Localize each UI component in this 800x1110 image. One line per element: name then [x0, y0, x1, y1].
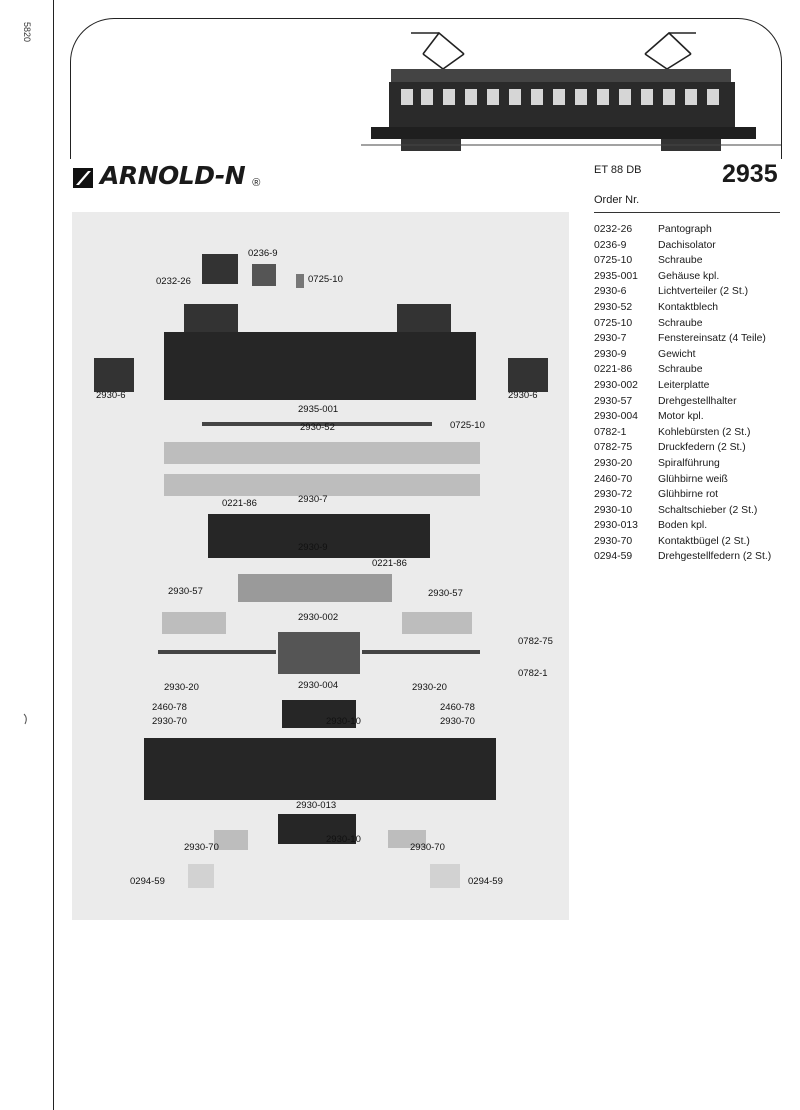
part-callout: 2460-78 — [440, 702, 475, 713]
spiral-guide-part — [158, 650, 276, 654]
registered-mark: ® — [252, 177, 261, 189]
parts-list — [594, 222, 784, 565]
part-row — [594, 394, 784, 410]
part-name: Spiralführung — [658, 457, 720, 469]
part-row — [594, 409, 784, 425]
part-callout: 0221-86 — [372, 558, 407, 569]
part-callout: 2930-002 — [298, 612, 339, 623]
pantograph-part — [202, 254, 238, 284]
part-callout: 0294-59 — [468, 876, 503, 887]
part-row — [594, 222, 784, 238]
roof-insulator-part — [252, 264, 276, 286]
part-name: Pantograph — [658, 224, 712, 235]
circuit-board-part — [238, 574, 392, 602]
part-number: 2930-70 — [594, 535, 633, 547]
part-name: Leiterplatte — [658, 379, 710, 391]
part-number: 2930-013 — [594, 520, 638, 532]
part-number: 0236-9 — [594, 239, 627, 251]
loco-name: ET 88 DB — [594, 164, 642, 176]
part-row — [594, 269, 784, 285]
floor-part — [144, 738, 496, 800]
part-callout: 0294-59 — [130, 876, 165, 887]
item-number: 2935 — [722, 160, 778, 188]
margin-rule — [53, 0, 54, 1110]
part-name: Gehäuse kpl. — [658, 270, 720, 282]
body-shell-part — [164, 332, 476, 400]
part-callout: 2930-57 — [168, 586, 203, 597]
part-callout: 2460-78 — [152, 702, 187, 713]
bogie-holder-part — [162, 612, 226, 634]
light-distributor-part — [508, 358, 548, 392]
order-rule — [594, 212, 780, 213]
brand-name: ARNOLD-N — [100, 161, 246, 190]
part-row — [594, 518, 784, 534]
part-callout: 2930-004 — [298, 680, 339, 691]
part-number: 2930-6 — [594, 286, 627, 298]
part-name: Glühbirne weiß — [658, 473, 728, 485]
part-row — [594, 284, 784, 300]
part-name: Boden kpl. — [658, 520, 708, 532]
part-row — [594, 378, 784, 394]
part-callout: 2930-20 — [412, 682, 447, 693]
part-number: 2930-004 — [594, 411, 638, 423]
part-row — [594, 362, 784, 378]
part-row — [594, 456, 784, 472]
part-number: 2930-9 — [594, 348, 627, 360]
part-name: Kontaktblech — [658, 301, 719, 313]
part-row — [594, 347, 784, 363]
part-number: 2460-70 — [594, 473, 633, 485]
part-number: 0725-10 — [594, 255, 633, 267]
part-callout: 2930-10 — [326, 834, 361, 845]
part-callout: 0725-10 — [450, 420, 485, 431]
part-callout: 2930-57 — [428, 588, 463, 599]
part-row — [594, 300, 784, 316]
spiral-guide-part — [362, 650, 480, 654]
part-name: Fenstereinsatz (4 Teile) — [658, 333, 766, 345]
part-row — [594, 472, 784, 488]
part-number: 2930-57 — [594, 395, 633, 407]
part-name: Schraube — [658, 255, 703, 267]
motor-part — [278, 632, 360, 674]
part-name: Druckfedern (2 St.) — [658, 442, 746, 454]
part-callout: 0221-86 — [222, 498, 257, 509]
part-callout: 2930-70 — [184, 842, 219, 853]
part-number: 2930-72 — [594, 489, 633, 501]
part-number: 2930-20 — [594, 457, 633, 469]
part-row — [594, 331, 784, 347]
part-callout: 0782-1 — [518, 668, 548, 679]
part-number: 0782-75 — [594, 442, 633, 454]
part-callout: 2935-001 — [298, 404, 339, 415]
part-row — [594, 503, 784, 519]
part-number: 2930-002 — [594, 379, 638, 391]
part-row — [594, 238, 784, 254]
light-distributor-part — [94, 358, 134, 392]
part-number: 0725-10 — [594, 317, 633, 329]
part-callout: 2930-52 — [300, 422, 335, 433]
part-name: Motor kpl. — [658, 411, 704, 423]
part-name: Schaltschieber (2 St.) — [658, 504, 758, 516]
part-row — [594, 253, 784, 269]
exploded-view-drawing — [72, 212, 569, 920]
part-name: Drehgestellhalter — [658, 395, 737, 407]
scan-speck-icon — [22, 712, 32, 726]
part-row — [594, 316, 784, 332]
contact-bracket-part — [214, 830, 248, 850]
part-callout: 2930-70 — [410, 842, 445, 853]
part-callout: 2930-70 — [440, 716, 475, 727]
part-callout: 2930-20 — [164, 682, 199, 693]
part-callout: 2930-9 — [298, 542, 328, 553]
part-callout: 2930-6 — [96, 390, 126, 401]
window-insert-part — [164, 474, 480, 496]
bogie-spring-part — [188, 864, 214, 888]
part-callout: 2930-7 — [298, 494, 328, 505]
part-callout: 2930-70 — [152, 716, 187, 727]
part-name: Schraube — [658, 317, 703, 329]
part-name: Glühbirne rot — [658, 489, 719, 501]
part-callout: 0725-10 — [308, 274, 343, 285]
part-callout: 0236-9 — [248, 248, 278, 259]
part-callout: 2930-013 — [296, 800, 337, 811]
part-number: 2930-10 — [594, 504, 633, 516]
part-name: Gewicht — [658, 348, 696, 360]
part-row — [594, 487, 784, 503]
header-frame — [70, 18, 782, 159]
part-name: Lichtverteiler (2 St.) — [658, 286, 749, 298]
part-callout: 0232-26 — [156, 276, 191, 287]
part-name: Kontaktbügel (2 St.) — [658, 535, 750, 547]
part-number: 0221-86 — [594, 364, 633, 376]
part-number: 2930-52 — [594, 301, 633, 313]
part-callout: 2930-10 — [326, 716, 361, 727]
part-name: Schraube — [658, 364, 703, 376]
part-name: Dachisolator — [658, 239, 716, 251]
part-name: Drehgestellfedern (2 St.) — [658, 551, 772, 563]
bogie-holder-part — [402, 612, 472, 634]
part-row — [594, 549, 784, 565]
part-name: Kohlebürsten (2 St.) — [658, 426, 751, 438]
order-label: Order Nr. — [594, 194, 640, 206]
arnold-logo-icon — [72, 167, 94, 189]
part-callout: 2930-6 — [508, 390, 538, 401]
part-row — [594, 534, 784, 550]
bogie-spring-part — [430, 864, 460, 888]
part-number: 2930-7 — [594, 333, 627, 345]
locomotive-illustration — [71, 19, 781, 159]
part-number: 0232-26 — [594, 224, 633, 235]
side-code: 5820 — [22, 22, 32, 43]
part-row — [594, 440, 784, 456]
screw-part — [296, 274, 304, 288]
window-insert-part — [164, 442, 480, 464]
part-number: 0294-59 — [594, 551, 633, 563]
part-number: 0782-1 — [594, 426, 627, 438]
part-number: 2935-001 — [594, 270, 638, 282]
part-callout: 0782-75 — [518, 636, 553, 647]
part-row — [594, 425, 784, 441]
brand — [72, 163, 260, 189]
